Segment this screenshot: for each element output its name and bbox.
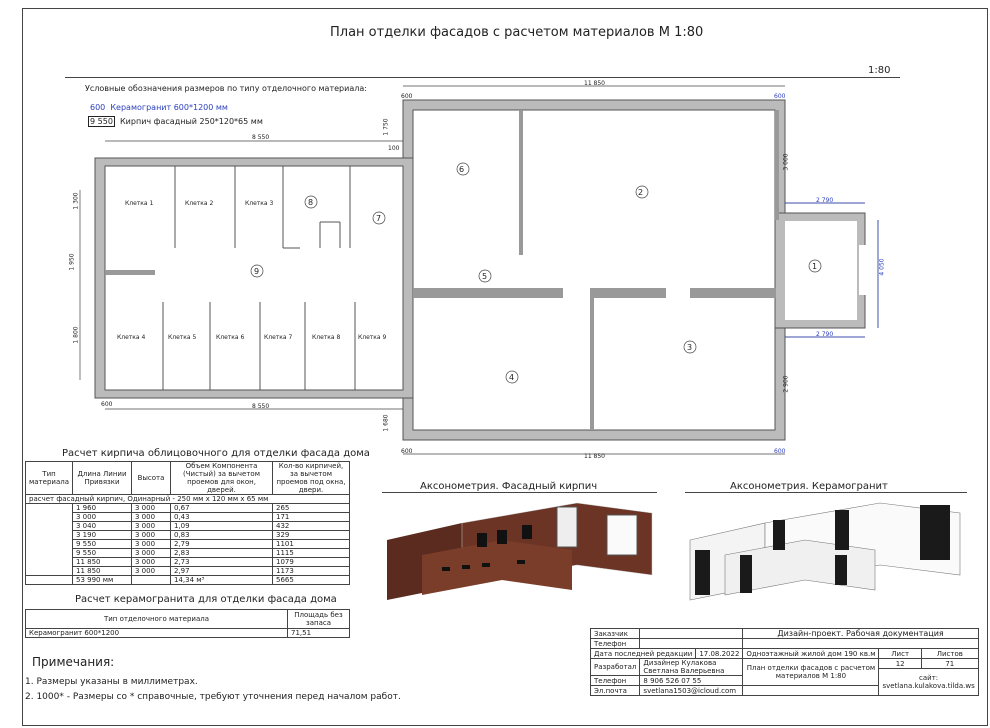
- cell: 0,83: [171, 531, 273, 540]
- room-label-8: Клетка 8: [312, 334, 341, 341]
- table-row: [26, 629, 350, 638]
- dim-1800: 1 800: [72, 326, 80, 344]
- note-2: 2. 1000* - Размеры со * справочные, требуют уточнения перед началом работ.: [25, 692, 401, 702]
- room-number-5: 5: [482, 272, 488, 281]
- dim-100: 100: [388, 145, 400, 152]
- room-number-8: 8: [308, 198, 314, 207]
- email-label: Эл.почта: [591, 686, 640, 696]
- brick-table-group: [26, 495, 350, 504]
- dim-1680: 1 680: [382, 414, 390, 432]
- table-row: [26, 549, 350, 558]
- developer-name: Дизайнер Кулакова Светлана Валерьевна: [640, 659, 743, 676]
- room-number-1: 1: [812, 262, 818, 271]
- dim-1300: 1 300: [72, 192, 80, 210]
- site: сайт: svetlana.kulakova.tilda.ws: [879, 669, 978, 696]
- axo-brick-image: [382, 495, 657, 607]
- table-row: [26, 531, 350, 540]
- cell: 3 000: [132, 549, 171, 558]
- axo-brick-title: Аксонометрия. Фасадный кирпич: [420, 481, 598, 492]
- table-row: [26, 504, 350, 513]
- room-label-3: Клетка 3: [245, 200, 274, 207]
- axo-ceramic-title: Аксонометрия. Керамогранит: [730, 481, 888, 492]
- phone2-label: Телефон: [591, 676, 640, 686]
- cell: 9 550: [73, 540, 132, 549]
- room-number-2: 2: [638, 188, 644, 197]
- col-header-volume: Объем Компонента (Чистый) за вычетом проемов для окон, дверей.: [171, 462, 273, 495]
- cell: 1079: [273, 558, 350, 567]
- phone-value: 8 906 526 07 55: [640, 676, 743, 686]
- cell: 9 550: [73, 549, 132, 558]
- total-length: 53 990 мм: [73, 576, 132, 585]
- cell: 1115: [273, 549, 350, 558]
- sheets-count: 71: [921, 659, 978, 669]
- table-row: [26, 513, 350, 522]
- dim-600-bottom-right: 600: [774, 448, 786, 455]
- room-label-5: Клетка 5: [168, 334, 197, 341]
- notes-heading: Примечания:: [32, 655, 115, 669]
- dim-right-bottom: 2 790: [816, 331, 834, 338]
- dim-1750: 1 750: [382, 118, 390, 136]
- dim-top: 11 850: [584, 80, 605, 87]
- cell: 3 000: [132, 558, 171, 567]
- note-1: 1. Размеры указаны в миллиметрах.: [25, 677, 198, 687]
- brick-table-header: [26, 462, 350, 495]
- group-label: расчет фасадный кирпич, Одинарный - 250 мм x 120 мм x 65 мм: [26, 495, 350, 504]
- cell: 2,83: [171, 549, 273, 558]
- room-number-7: 7: [376, 214, 382, 223]
- object-name: Одноэтажный жилой дом 190 кв.м: [743, 649, 879, 659]
- room-label-1: Клетка 1: [125, 200, 154, 207]
- legend-brick-label: Кирпич фасадный 250*120*65 мм: [120, 117, 263, 126]
- cell: 3 000: [73, 513, 132, 522]
- phone-label: Телефон: [591, 639, 640, 649]
- col-header-type: Тип материала: [26, 462, 73, 495]
- room-label-9: Клетка 9: [358, 334, 387, 341]
- dim-left-bottom: 8 550: [252, 403, 270, 410]
- room-label-4: Клетка 4: [117, 334, 146, 341]
- cell: 329: [273, 531, 350, 540]
- cell: 3 000: [132, 531, 171, 540]
- table-row: [26, 540, 350, 549]
- col-header-count: Кол-во кирпичей, за вычетом проемов под окна, двери.: [273, 462, 350, 495]
- dim-right-vertical: 4 050: [878, 258, 886, 276]
- room-label-6: Клетка 6: [216, 334, 245, 341]
- cell: 3 000: [132, 504, 171, 513]
- brick-table-heading: Расчет кирпича облицовочного для отделки фасада дома: [62, 448, 370, 459]
- cell: 2,97: [171, 567, 273, 576]
- cell: 11 850: [73, 558, 132, 567]
- total-count: 5665: [273, 576, 350, 585]
- sheet-label: Лист: [879, 649, 921, 659]
- dim-3000: 3 000: [782, 153, 790, 171]
- dim-left-top: 8 550: [252, 134, 270, 141]
- dim-right-top: 2 790: [816, 197, 834, 204]
- date-value: 17.08.2022: [696, 649, 743, 659]
- dim-600-bottom-left: 600: [101, 401, 113, 408]
- legend-ceramic-label: Керамогранит 600*1200 мм: [110, 103, 228, 112]
- dim-600-bottom: 600: [401, 448, 413, 455]
- table-row: [26, 522, 350, 531]
- project-title: Дизайн-проект. Рабочая документация: [743, 629, 978, 639]
- ceramic-table: [25, 609, 350, 638]
- cell: 171: [273, 513, 350, 522]
- dim-1950: 1 950: [68, 253, 76, 271]
- legend-heading: Условные обозначения размеров по типу отделочного материала:: [85, 84, 367, 93]
- cell: 0,67: [171, 504, 273, 513]
- axo-ceramic-image: [685, 495, 967, 607]
- date-label: Дата последней редакции: [591, 649, 696, 659]
- cell: 71,51: [288, 629, 350, 638]
- email-value: svetlana1503@icloud.com: [640, 686, 743, 696]
- cell: 3 190: [73, 531, 132, 540]
- cell: 3 000: [132, 567, 171, 576]
- scale-label: 1:80: [868, 65, 891, 76]
- dim-2900: 2 900: [782, 375, 790, 393]
- room-number-9: 9: [254, 267, 260, 276]
- cell: Керамогранит 600*1200: [26, 629, 288, 638]
- cell: 0,43: [171, 513, 273, 522]
- cell: 2,79: [171, 540, 273, 549]
- table-row: [26, 558, 350, 567]
- col-header-area: Площадь без запаса: [288, 610, 350, 629]
- cell: 1173: [273, 567, 350, 576]
- cell: 3 000: [132, 522, 171, 531]
- notes-list: [25, 675, 401, 705]
- room-label-2: Клетка 2: [185, 200, 214, 207]
- legend-brick-code: 9 550: [90, 117, 113, 126]
- axo-ceramic-rule: [685, 492, 967, 493]
- axo-brick-rule: [382, 492, 657, 493]
- col-header-material: Тип отделочного материала: [26, 610, 288, 629]
- room-number-4: 4: [509, 373, 515, 382]
- brick-table: [25, 461, 350, 585]
- table-row: [26, 567, 350, 576]
- cell: 2,73: [171, 558, 273, 567]
- ceramic-table-heading: Расчет керамогранита для отделки фасада дома: [75, 594, 337, 605]
- room-number-6: 6: [459, 165, 465, 174]
- ceramic-table-header: [26, 610, 350, 629]
- dim-600-top-right: 600: [774, 93, 786, 100]
- title-block: [590, 628, 979, 696]
- developer-label: Разработал: [591, 659, 640, 676]
- total-volume: 14,34 м³: [171, 576, 273, 585]
- room-number-3: 3: [687, 343, 693, 352]
- cell: 11 850: [73, 567, 132, 576]
- col-header-length: Длина Линии Привязки: [73, 462, 132, 495]
- cell: 3 000: [132, 540, 171, 549]
- dim-bottom: 11 850: [584, 453, 605, 460]
- sheet-number: 12: [879, 659, 921, 669]
- dim-600-top-left: 600: [401, 93, 413, 100]
- cell: 3 000: [132, 513, 171, 522]
- table-total-row: [26, 576, 350, 585]
- cell: 3 040: [73, 522, 132, 531]
- cell: 1101: [273, 540, 350, 549]
- cell: 265: [273, 504, 350, 513]
- cell: 432: [273, 522, 350, 531]
- page-title: План отделки фасадов с расчетом материалов М 1:80: [330, 25, 704, 40]
- room-label-7: Клетка 7: [264, 334, 293, 341]
- cell: 1 960: [73, 504, 132, 513]
- col-header-height: Высота: [132, 462, 171, 495]
- legend-ceramic-code: 600: [90, 103, 106, 112]
- sheets-label: Листов: [921, 649, 978, 659]
- cell: 1,09: [171, 522, 273, 531]
- drawing-name: План отделки фасадов с расчетом материалов М 1:80: [743, 659, 879, 686]
- customer-label: Заказчик: [591, 629, 640, 639]
